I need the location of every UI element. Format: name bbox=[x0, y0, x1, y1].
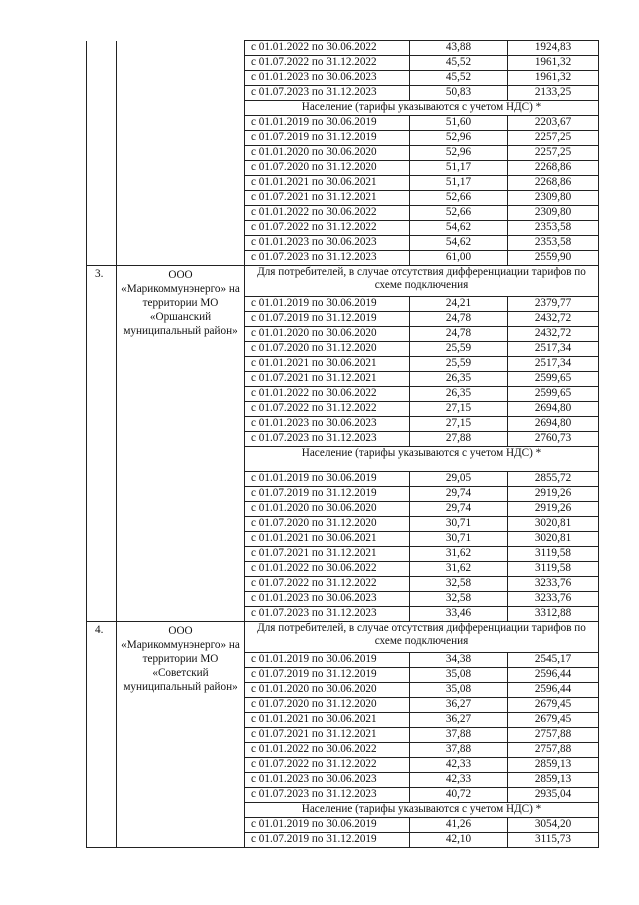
period-cell: с 01.07.2020 по 31.12.2020 bbox=[245, 517, 410, 532]
rate-cell-2: 3115,73 bbox=[508, 833, 599, 848]
rate-cell: 32,58 bbox=[410, 592, 508, 607]
rate-cell: 36,27 bbox=[410, 713, 508, 728]
rate-cell: 24,78 bbox=[410, 312, 508, 327]
rate-cell: 32,58 bbox=[410, 577, 508, 592]
rate-cell-2: 3233,76 bbox=[508, 592, 599, 607]
rate-cell-2: 2379,77 bbox=[508, 297, 599, 312]
rate-cell-2: 2203,67 bbox=[508, 116, 599, 131]
rate-cell: 26,35 bbox=[410, 372, 508, 387]
rate-cell-2: 2309,80 bbox=[508, 206, 599, 221]
rate-cell: 30,71 bbox=[410, 532, 508, 547]
period-cell: с 01.01.2020 по 30.06.2020 bbox=[245, 327, 410, 342]
period-cell: с 01.07.2022 по 31.12.2022 bbox=[245, 758, 410, 773]
rate-cell: 35,08 bbox=[410, 683, 508, 698]
organization-cell bbox=[117, 41, 245, 266]
period-cell: с 01.07.2021 по 31.12.2021 bbox=[245, 547, 410, 562]
rate-cell: 26,35 bbox=[410, 387, 508, 402]
rate-cell: 30,71 bbox=[410, 517, 508, 532]
period-cell: с 01.07.2019 по 31.12.2019 bbox=[245, 833, 410, 848]
period-cell: с 01.01.2023 по 30.06.2023 bbox=[245, 773, 410, 788]
rate-cell: 54,62 bbox=[410, 221, 508, 236]
block-header: Население (тарифы указываются с учетом НДС) * bbox=[245, 101, 599, 116]
period-cell: с 01.01.2022 по 30.06.2022 bbox=[245, 743, 410, 758]
period-cell: с 01.01.2023 по 30.06.2023 bbox=[245, 236, 410, 251]
rate-cell: 35,08 bbox=[410, 668, 508, 683]
period-cell: с 01.07.2020 по 31.12.2020 bbox=[245, 342, 410, 357]
rate-cell: 24,78 bbox=[410, 327, 508, 342]
section-number bbox=[87, 41, 117, 266]
period-cell: с 01.01.2023 по 30.06.2023 bbox=[245, 71, 410, 86]
rate-cell-2: 1961,32 bbox=[508, 71, 599, 86]
tariff-table bbox=[86, 40, 599, 848]
rate-cell: 29,74 bbox=[410, 502, 508, 517]
rate-cell-2: 2517,34 bbox=[508, 342, 599, 357]
organization-cell bbox=[117, 266, 245, 622]
period-cell: с 01.01.2022 по 30.06.2022 bbox=[245, 206, 410, 221]
rate-cell: 42,33 bbox=[410, 758, 508, 773]
rate-cell-2: 2694,80 bbox=[508, 402, 599, 417]
rate-cell: 52,66 bbox=[410, 191, 508, 206]
period-cell: с 01.07.2019 по 31.12.2019 bbox=[245, 668, 410, 683]
rate-cell-2: 2432,72 bbox=[508, 312, 599, 327]
period-cell: с 01.07.2023 по 31.12.2023 bbox=[245, 432, 410, 447]
rate-cell: 37,88 bbox=[410, 743, 508, 758]
organization-name: ООО «Марикоммунэнерго» на территории МО «Оршанский муниципальный район» bbox=[121, 269, 240, 337]
period-cell: с 01.01.2019 по 30.06.2019 bbox=[245, 297, 410, 312]
rate-cell-2: 2257,25 bbox=[508, 146, 599, 161]
period-cell: с 01.01.2020 по 30.06.2020 bbox=[245, 146, 410, 161]
period-cell: с 01.07.2021 по 31.12.2021 bbox=[245, 728, 410, 743]
rate-cell-2: 2309,80 bbox=[508, 191, 599, 206]
rate-cell-2: 2257,25 bbox=[508, 131, 599, 146]
period-cell: с 01.01.2021 по 30.06.2021 bbox=[245, 532, 410, 547]
section-number-label: 3. bbox=[95, 268, 104, 280]
rate-cell-2: 2596,44 bbox=[508, 683, 599, 698]
section-number bbox=[87, 622, 117, 848]
period-cell: с 01.01.2019 по 30.06.2019 bbox=[245, 653, 410, 668]
section-number-label: 4. bbox=[95, 624, 104, 636]
rate-cell-2: 1961,32 bbox=[508, 56, 599, 71]
period-cell: с 01.01.2020 по 30.06.2020 bbox=[245, 683, 410, 698]
block-header: Население (тарифы указываются с учетом НДС) * bbox=[245, 803, 599, 818]
rate-cell-2: 3119,58 bbox=[508, 562, 599, 577]
block-header: Для потребителей, в случае отсутствия дифференциации тарифов по схеме подключения bbox=[245, 266, 599, 297]
rate-cell-2: 2559,90 bbox=[508, 251, 599, 266]
period-cell: с 01.01.2019 по 30.06.2019 bbox=[245, 818, 410, 833]
rate-cell-2: 2133,25 bbox=[508, 86, 599, 101]
rate-cell: 42,10 bbox=[410, 833, 508, 848]
rate-cell-2: 2760,73 bbox=[508, 432, 599, 447]
rate-cell-2: 2679,45 bbox=[508, 698, 599, 713]
rate-cell: 52,96 bbox=[410, 146, 508, 161]
rate-cell: 51,60 bbox=[410, 116, 508, 131]
period-cell: с 01.07.2023 по 31.12.2023 bbox=[245, 607, 410, 622]
rate-cell: 33,46 bbox=[410, 607, 508, 622]
rate-cell: 54,62 bbox=[410, 236, 508, 251]
block-header: Для потребителей, в случае отсутствия дифференциации тарифов по схеме подключения bbox=[245, 622, 599, 653]
period-cell: с 01.07.2023 по 31.12.2023 bbox=[245, 788, 410, 803]
rate-cell: 61,00 bbox=[410, 251, 508, 266]
rate-cell-2: 2679,45 bbox=[508, 713, 599, 728]
rate-cell-2: 3312,88 bbox=[508, 607, 599, 622]
period-cell: с 01.01.2021 по 30.06.2021 bbox=[245, 357, 410, 372]
rate-cell-2: 2599,65 bbox=[508, 372, 599, 387]
rate-cell: 27,88 bbox=[410, 432, 508, 447]
block-header-row bbox=[87, 622, 599, 653]
period-cell: с 01.07.2023 по 31.12.2023 bbox=[245, 251, 410, 266]
rate-cell: 29,74 bbox=[410, 487, 508, 502]
rate-cell: 45,52 bbox=[410, 56, 508, 71]
section-number-label bbox=[95, 41, 116, 43]
rate-cell-2: 3233,76 bbox=[508, 577, 599, 592]
rate-cell-2: 3020,81 bbox=[508, 532, 599, 547]
rate-cell-2: 2596,44 bbox=[508, 668, 599, 683]
rate-cell-2: 2353,58 bbox=[508, 221, 599, 236]
period-cell: с 01.01.2021 по 30.06.2021 bbox=[245, 176, 410, 191]
tariff-table-body bbox=[87, 41, 599, 848]
period-cell: с 01.07.2022 по 31.12.2022 bbox=[245, 577, 410, 592]
period-cell: с 01.07.2022 по 31.12.2022 bbox=[245, 221, 410, 236]
rate-cell-2: 2757,88 bbox=[508, 743, 599, 758]
rate-cell-2: 3054,20 bbox=[508, 818, 599, 833]
period-cell: с 01.01.2019 по 30.06.2019 bbox=[245, 116, 410, 131]
rate-cell: 50,83 bbox=[410, 86, 508, 101]
period-cell: с 01.01.2019 по 30.06.2019 bbox=[245, 472, 410, 487]
period-cell: с 01.07.2022 по 31.12.2022 bbox=[245, 56, 410, 71]
rate-cell: 43,88 bbox=[410, 41, 508, 56]
rate-cell: 37,88 bbox=[410, 728, 508, 743]
rate-cell: 24,21 bbox=[410, 297, 508, 312]
rate-cell: 42,33 bbox=[410, 773, 508, 788]
period-cell: с 01.01.2020 по 30.06.2020 bbox=[245, 502, 410, 517]
rate-cell: 52,66 bbox=[410, 206, 508, 221]
period-cell: с 01.01.2023 по 30.06.2023 bbox=[245, 592, 410, 607]
period-cell: с 01.07.2020 по 31.12.2020 bbox=[245, 161, 410, 176]
rate-cell-2: 2855,72 bbox=[508, 472, 599, 487]
rate-cell-2: 2757,88 bbox=[508, 728, 599, 743]
period-cell: с 01.07.2022 по 31.12.2022 bbox=[245, 402, 410, 417]
rate-cell: 25,59 bbox=[410, 357, 508, 372]
rate-cell: 52,96 bbox=[410, 131, 508, 146]
rate-cell-2: 3020,81 bbox=[508, 517, 599, 532]
rate-cell: 45,52 bbox=[410, 71, 508, 86]
period-cell: с 01.01.2023 по 30.06.2023 bbox=[245, 417, 410, 432]
period-cell: с 01.07.2023 по 31.12.2023 bbox=[245, 86, 410, 101]
rate-cell-2: 2859,13 bbox=[508, 773, 599, 788]
rate-cell-2: 1924,83 bbox=[508, 41, 599, 56]
organization-cell bbox=[117, 622, 245, 848]
period-cell: с 01.01.2022 по 30.06.2022 bbox=[245, 562, 410, 577]
tariff-document bbox=[86, 40, 598, 848]
rate-cell-2: 2268,86 bbox=[508, 176, 599, 191]
rate-cell-2: 2935,04 bbox=[508, 788, 599, 803]
period-cell: с 01.01.2022 по 30.06.2022 bbox=[245, 41, 410, 56]
rate-cell: 31,62 bbox=[410, 562, 508, 577]
period-cell: с 01.07.2019 по 31.12.2019 bbox=[245, 131, 410, 146]
block-header: Население (тарифы указываются с учетом НДС) * bbox=[245, 447, 599, 472]
rate-cell: 34,38 bbox=[410, 653, 508, 668]
period-cell: с 01.01.2022 по 30.06.2022 bbox=[245, 387, 410, 402]
rate-cell: 29,05 bbox=[410, 472, 508, 487]
rate-cell-2: 2919,26 bbox=[508, 487, 599, 502]
period-cell: с 01.07.2021 по 31.12.2021 bbox=[245, 191, 410, 206]
rate-cell: 27,15 bbox=[410, 402, 508, 417]
rate-cell: 27,15 bbox=[410, 417, 508, 432]
rate-cell: 25,59 bbox=[410, 342, 508, 357]
organization-name bbox=[117, 41, 244, 43]
rate-cell-2: 2353,58 bbox=[508, 236, 599, 251]
rate-cell-2: 2599,65 bbox=[508, 387, 599, 402]
rate-cell: 36,27 bbox=[410, 698, 508, 713]
rate-cell: 51,17 bbox=[410, 161, 508, 176]
section-number bbox=[87, 266, 117, 622]
rate-cell-2: 2432,72 bbox=[508, 327, 599, 342]
rate-cell-2: 2517,34 bbox=[508, 357, 599, 372]
period-cell: с 01.01.2021 по 30.06.2021 bbox=[245, 713, 410, 728]
period-cell: с 01.07.2019 по 31.12.2019 bbox=[245, 487, 410, 502]
rate-cell-2: 2545,17 bbox=[508, 653, 599, 668]
organization-name: ООО «Марикоммунэнерго» на территории МО «Советский муниципальный район» bbox=[121, 625, 240, 693]
rate-cell: 51,17 bbox=[410, 176, 508, 191]
rate-cell: 40,72 bbox=[410, 788, 508, 803]
period-cell: с 01.07.2020 по 31.12.2020 bbox=[245, 698, 410, 713]
rate-cell-2: 3119,58 bbox=[508, 547, 599, 562]
rate-cell-2: 2859,13 bbox=[508, 758, 599, 773]
rate-cell-2: 2694,80 bbox=[508, 417, 599, 432]
rate-cell-2: 2268,86 bbox=[508, 161, 599, 176]
table-row bbox=[87, 41, 599, 56]
period-cell: с 01.07.2019 по 31.12.2019 bbox=[245, 312, 410, 327]
rate-cell: 31,62 bbox=[410, 547, 508, 562]
rate-cell-2: 2919,26 bbox=[508, 502, 599, 517]
block-header-row bbox=[87, 266, 599, 297]
period-cell: с 01.07.2021 по 31.12.2021 bbox=[245, 372, 410, 387]
rate-cell: 41,26 bbox=[410, 818, 508, 833]
